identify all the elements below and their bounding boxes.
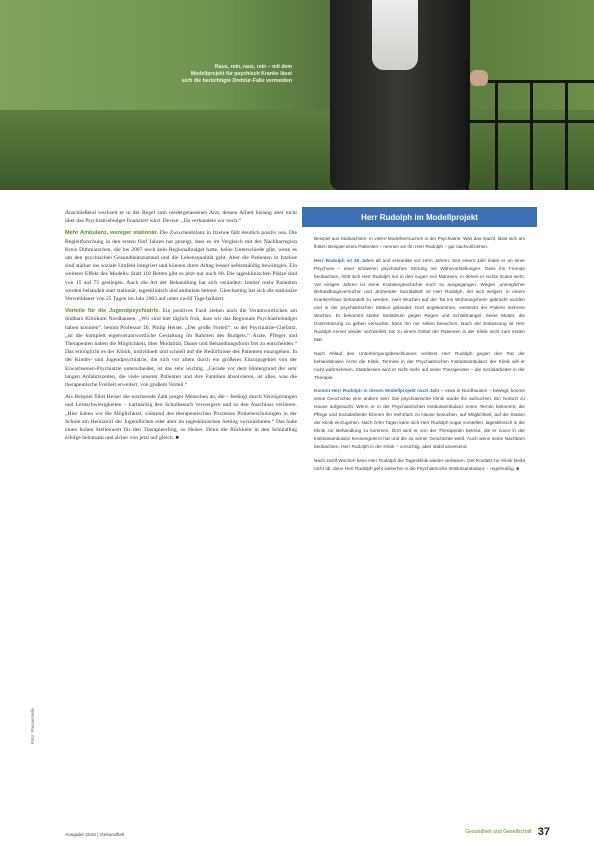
info-box-body xyxy=(302,227,537,472)
paragraph: Als Beispiel führt Heiser die wachsende Zahl junger Menschen an, die – bedingt durch Verzögerungen und Lernschwierigkeiten – hartnäckig den Schulbesuch verweigern und so den Anschluss verlieren. „Hier haben wir die Möglichkeit, während des therapeutischen Prozesses Probebeschulungen in der Schule am Heimatort der Jugendlichen oder aber im tagesklinischen Setting vorzunehmen.“ Das habe einen hohen Stellenwert für den Therapieerfolg, so Heiser. Denn die Rückkehr in den Schulalltag erfolge behutsam und sicher von jetzt auf gleich. ■ xyxy=(65,394,297,442)
paragraph: Nach Ablauf des Unterbringungsbeschlusses verlässt Herr Rudolph gegen den Rat der behandelnden Ärzte die Klinik. Termine in der Psychiatrischen Institutsambulanz der Klinik will er nicht wahrnehmen. Stattdessen wird er nicht mehr auf seine Therapeuten – die Sozialarbeiter in der Therapie. xyxy=(314,350,525,380)
paragraph: Kommt Herr Rudolph in dieses Modellprojekt nach Jahr – etwa in Nordhausen – bewegt, könnte seine Geschichte eine andere sein: Die psychiatrische Klinik wurde ihn aufsuchen. Ein Notarzt zu Hause aufgesucht. Wenn er in der Psychiatrischen Institutsambulanz einen Termin bekommt, die Pflege und Sozialarbeiter können ihn mehrfach zu Hause besuchen, auf Möglichkeit, auf die Station der Klinik einzugehen. Nach zehn Tagen kann sich Herr Rudolph sogar vorstellen, tagesklinisch in die Klinik zur Behandlung zu kommen. Dort wird er von der Therapeutin betreut, die er zuvor in der Institutsambulanz kennengelernt hat und die zu seiner Geschichte weiß. Auch wenn seine Nachbarn beobachten, Herr Rudolph in der Klinik – vorsichtig, aber stabil anwesend. xyxy=(314,388,525,449)
paragraph-lead: Kommt Herr Rudolph in dieses Modellprojekt nach Jahr xyxy=(314,388,440,394)
paragraph: Nach zwölf Wochen kann Herr Rudolph die Tagesklinik wieder verlassen. Der Kontakt zur Klinik bleibt nicht ab, denn Herr Rudolph geht weiterhin in die Psychiatrische Institutsambulanz – regelmäßig. ■ xyxy=(314,457,525,471)
info-box xyxy=(302,207,537,829)
paragraph-lead: Vorteile für die Jugendpsychiatrie. xyxy=(65,308,160,315)
photo-credit: Foto: Pressestelle xyxy=(30,707,35,744)
header-photo xyxy=(0,0,594,190)
footer-issue: Ausgabe 2016 | Gesundheit xyxy=(65,833,125,838)
paragraph: Mehr Ambulanz, weniger stationär. Die Zwischenbilanz in Itzehoe fällt deutlich positiv aus. Die Begleitforschung in den ersten fünf Jahren hat gezeigt, dass es im Vergleich mit der Nachbarregion Kreis Dithmarschen, die bis 2007 noch kein Regionalbudget hatte, keine Unterschiede gibt, wenn es um den psychischen Gesundheitszustand und die Lebensqualität geht. Aber die Patienten in Itzehoe sind stärker ins soziale Umfeld integriert und können ihren Alltag besser selbstständig bewältigen. Ein weiterer Effekt des Modells: Statt 118 Betten gibt es jetzt nur noch 60. Die tagesklinischen Plätze sind von 15 auf 75 gestiegen. Auch die Art der Behandlung hat sich verändert: Immer mehr Patienten werden behandelt statt stationär, tagesklinisch und ambulant betreut. Gleichzeitig hat sich die stationäre Verweildauer von 25 Tagen im Jahr 2003 auf unter zwölf Tage halbiert. xyxy=(65,230,297,303)
photo-person-shirt xyxy=(372,0,418,70)
footer-right xyxy=(440,826,550,838)
paragraph: Herr Rudolph ist 45 Jahre alt und erkrankte vor zehn Jahren. Seit einem Jahr leidet er an einer Psychose – einer schweren psychischen Störung mit Wahnvorstellungen. Dass ihn Fremde beobachten, fühlt sich Herr Rudolph nur in den Augen von Männern, in denen er nichts Gutes sieht. Vor einigen Jahren ist seine Krankengeschichte noch so ausgegangen: Wegen ‚unmöglicher Behandlungsversuche‘ und ‚drohender Suizidalität‘ ist Herr Rudolph, der sich weigert, in einem Krankenhaus behandelt zu werden, zwei Wochen auf der Tat ins Wohnungsheim gebracht worden und in der psychiatrischen Station gelandet. Dort angekommen, versteckt der Patient mehrere Wochen. Er bekommt starke Sedativum gegen Regen und Schlafmangel. Seine Mutter, die Unterstützung zu geben versuchte, kann ihn nur selten besuchen. Nach der Entlassung ist Herr Rudolph immer wieder verzweifelt; bis zu einem Drittel der Patienten in der Klinik nicht zum ersten Mal. xyxy=(314,257,525,342)
paragraph: Beispiel aus Südsachsen: In vielen Modellversuchen in der Psychiatrie: Was das macht, lässt sich am flotten Beispiel eines Patienten – nennen wir ihn Herr Rudolph – gut nachvollziehen. xyxy=(314,236,525,249)
paragraph-lead: Herr Rudolph ist 45 Jahre xyxy=(314,257,374,263)
photo-caption: Raus, rein, raus, rein – mit dem Modellprojekt für psychisch Kranke lässt sich die berüchtigte Drehtür-Falle vermeiden xyxy=(181,64,292,84)
paragraph: Anschließend wechselt er in der Regel zum niedergelassenen Arzt, dessen Arbeit bislang aber nicht über das Psychiatriebudget finanziert wird. Devise: „Da verhandele wir noch.“ xyxy=(65,210,297,225)
paragraph-lead: Mehr Ambulanz, weniger stationär. xyxy=(65,230,159,237)
info-box-title: Herr Rudolph im Modellprojekt xyxy=(302,207,537,227)
main-text-column xyxy=(65,209,297,446)
page-number: 37 xyxy=(537,826,550,838)
footer-section: Gesundheit und Gesellschaft xyxy=(465,829,532,835)
paragraph: Vorteile für die Jugendpsychiatrie. Ein positives Fazit ziehen auch die Verantwortlichen am Südharz Klinikum Nordhausen. „Wir sind hier täglich froh, dass wir das Regionale Psychiatriebudget haben konnten“, betont Professor Dr. Philip Heiser. „Der große Vorteil“, so der Psychiatrie-Chefarzt, „ist die komplett eigenverantwortliche Gestaltung im Rahmen des Budgets.“ Ärzte, Pfleger und Therapeuten haben die Möglichkeit, über Modalität, Dauer und Behandlungsform frei zu entscheiden.“ Das ermöglicht es der Klinik, individuell und schnell auf die Bedürfnisse des Patienten einzugehen. In der Kinder- und Jugendpsychiatrie, die sich vor allem durch ein größeres Einzugsgebiet von der Erwachsenen-Psychiatrie unterscheidet, ist das sehr wichtig. „Gerade vor dem Hintergrund der sehr langen Anfahrtszeiten, die viele unserer Patienten und ihre Familien absolvieren, ist alles, was die therapeutische Freiheit erweitert, von großem Vorteil.“ xyxy=(65,308,297,389)
photo-hand xyxy=(470,70,488,86)
